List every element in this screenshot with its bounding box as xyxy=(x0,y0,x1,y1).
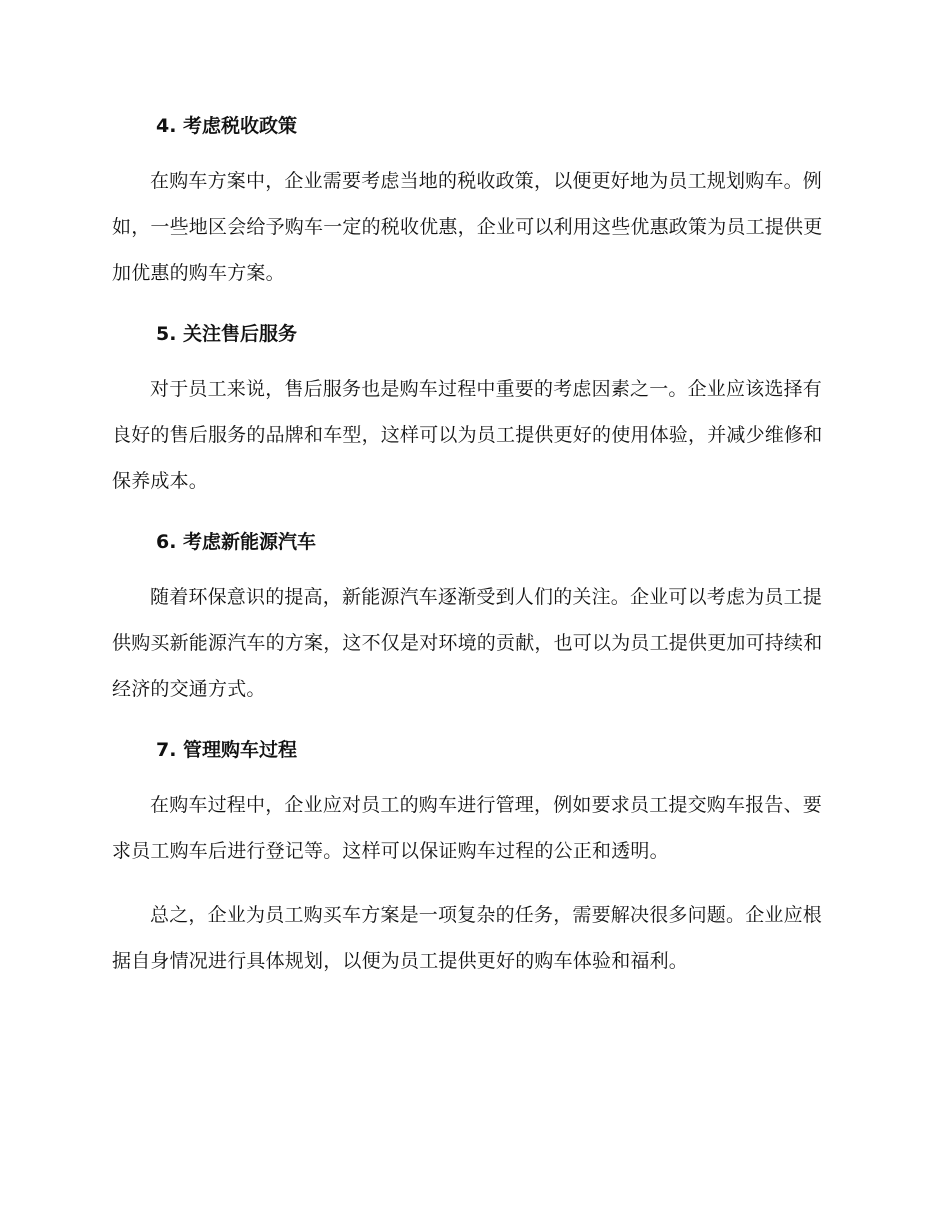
section-title-tax-policy: 4. 考虑税收政策 xyxy=(156,115,298,137)
paragraph-after-sales: 对于员工来说，售后服务也是购车过程中重要的考虑因素之一。企业应该选择有良好的售后服务的品牌和车型，这样可以为员工提供更好的使用体验，并减少维修和保养成本。 xyxy=(112,378,823,492)
section-title-purchase-management: 7. 管理购车过程 xyxy=(156,739,298,761)
paragraph-new-energy: 随着环保意识的提高，新能源汽车逐渐受到人们的关注。企业可以考虑为员工提供购买新能源汽车的方案，这不仅是对环境的贡献，也可以为员工提供更加可持续和经济的交通方式。 xyxy=(112,586,823,700)
paragraph-purchase-management: 在购车过程中，企业应对员工的购车进行管理，例如要求员工提交购车报告、要求员工购车后进行登记等。这样可以保证购车过程的公正和透明。 xyxy=(112,794,823,862)
paragraph-tax-policy: 在购车方案中，企业需要考虑当地的税收政策，以便更好地为员工规划购车。例如，一些地区会给予购车一定的税收优惠，企业可以利用这些优惠政策为员工提供更加优惠的购车方案。 xyxy=(112,170,823,284)
section-title-after-sales: 5. 关注售后服务 xyxy=(156,323,298,345)
section-title-new-energy: 6. 考虑新能源汽车 xyxy=(156,531,317,553)
paragraph-conclusion: 总之，企业为员工购买车方案是一项复杂的任务，需要解决很多问题。企业应根据自身情况进行具体规划，以便为员工提供更好的购车体验和福利。 xyxy=(112,904,823,972)
